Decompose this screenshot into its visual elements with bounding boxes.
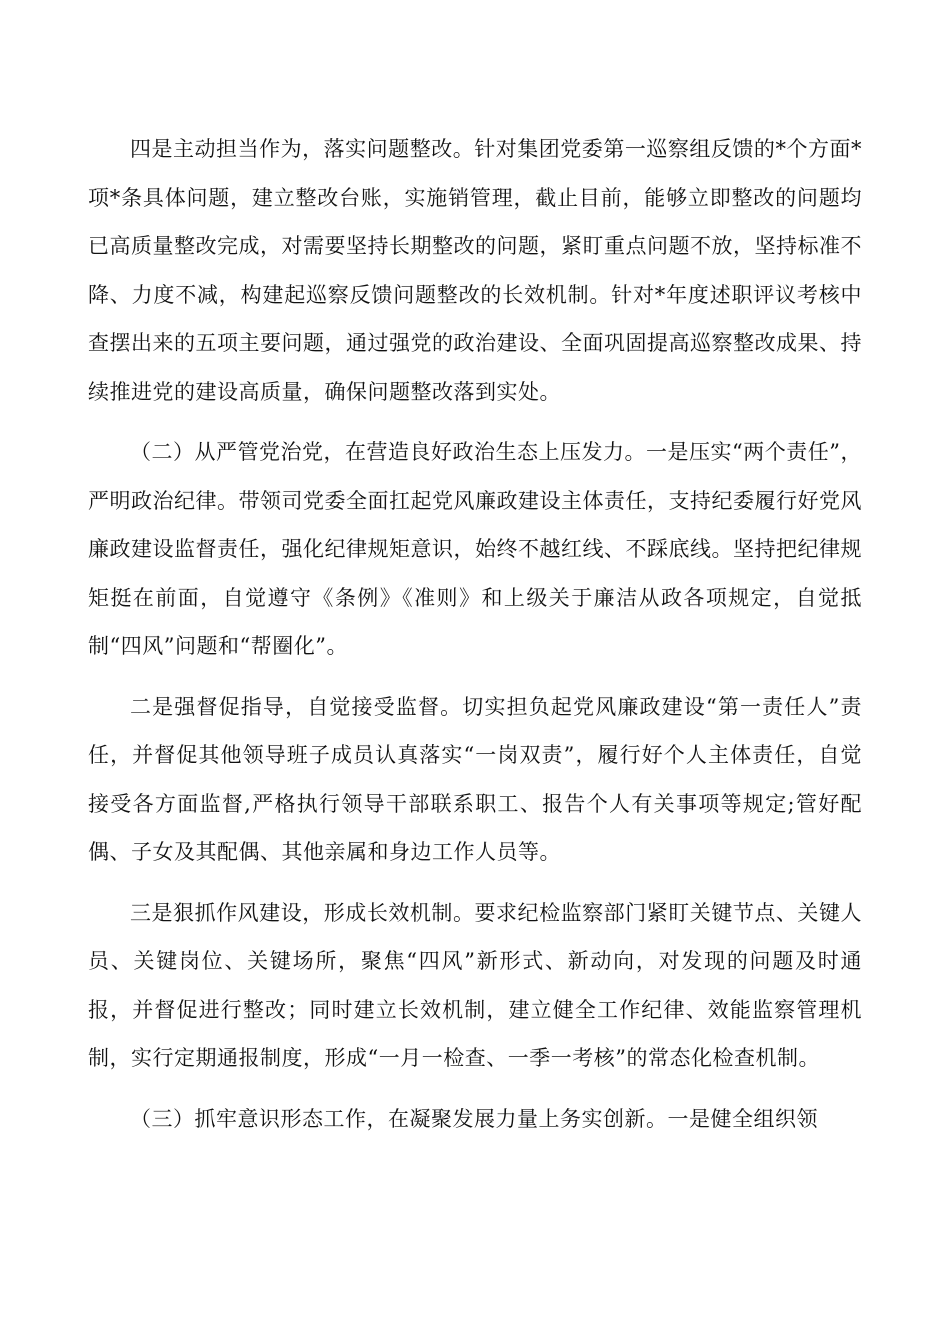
- paragraph-supervision: 二是强督促指导，自觉接受监督。切实担负起党风廉政建设“第一责任人”责任，并督促其他领导班子成员认真落实“一岗双责”，履行好个人主体责任，自觉接受各方面监督,严格执行领导干部联系职工、报告个人有关事项等规定;管好配偶、子女及其配偶、其他亲属和身边工作人员等。: [88, 694, 862, 864]
- paragraph-party-governance: （二）从严管党治党，在营造良好政治生态上压发力。一是压实“两个责任”，严明政治纪律。带领司党委全面扛起党风廉政建设主体责任，支持纪委履行好党风廉政建设监督责任，强化纪律规矩意识，始终不越红线、不踩底线。坚持把纪律规矩挺在前面，自觉遵守《条例》《准则》和上级关于廉洁从政各项规定，自觉抵制“四风”问题和“帮圈化”。: [88, 440, 862, 658]
- paragraph-rectification: 四是主动担当作为，落实问题整改。针对集团党委第一巡察组反馈的*个方面*项*条具体问题，建立整改台账，实施销管理，截止目前，能够立即整改的问题均已高质量整改完成，对需要坚持长期整改的问题，紧盯重点问题不放，坚持标准不降、力度不减，构建起巡察反馈问题整改的长效机制。针对*年度述职评议考核中查摆出来的五项主要问题，通过强党的政治建设、全面巩固提高巡察整改成果、持续推进党的建设高质量，确保问题整改落到实处。: [88, 137, 862, 404]
- paragraph-work-style: 三是狠抓作风建设，形成长效机制。要求纪检监察部门紧盯关键节点、关键人员、关键岗位、关键场所，聚焦“四风”新形式、新动向，对发现的问题及时通报，并督促进行整改；同时建立长效机制，建立健全工作纪律、效能监察管理机制，实行定期通报制度，形成“一月一检查、一季一考核”的常态化检查机制。: [88, 900, 862, 1070]
- paragraph-ideology: （三）抓牢意识形态工作，在凝聚发展力量上务实创新。一是健全组织领: [130, 1106, 818, 1131]
- document-body: [88, 125, 862, 1155]
